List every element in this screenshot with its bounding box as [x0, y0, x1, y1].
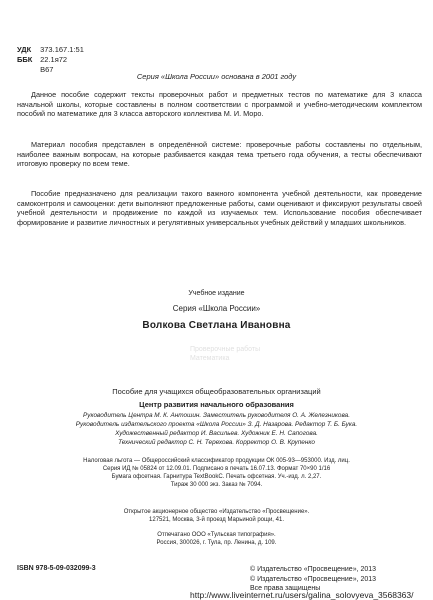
tech-line: Налоговая льгота — Общероссийский классификатор продукции ОК 005-93—953000. Изд. лиц. [83, 458, 350, 464]
author-mark-value: В67 [40, 65, 54, 74]
annotation-paragraph-2: Материал пособия представлен в определённой системе: проверочные работы составлены по отдельным, наиболее важным вопросам, на которые разбивается каждая тема третьего года обучения, а тесты обеспечивают итоговую проверку по всем теме. [17, 140, 422, 169]
printed-line: Отпечатано ООО «Тульская типография». [157, 532, 276, 538]
tech-line: Серия ИД № 05824 от 12.09.01. Подписано в печать 16.07.13. Формат 70×90 1/16 [102, 466, 331, 472]
edition-type: Учебное издание [188, 290, 245, 297]
printed-line: Россия, 300026, г. Тула, пр. Ленина, д. 109. [156, 540, 277, 546]
copyright-line: Все права защищены [250, 585, 321, 592]
printer-info [0, 531, 433, 547]
intended-audience: Пособие для учащихся общеобразовательных организаций [112, 387, 321, 396]
technical-details [0, 457, 433, 489]
bbk-row [17, 55, 84, 65]
staff-credits [0, 411, 433, 447]
publisher-address [0, 508, 433, 524]
publisher-center-title: Центр развития начального образования [139, 400, 294, 409]
bbk-value: 22.1я72 [40, 55, 68, 64]
classification-codes [17, 45, 84, 75]
tech-line: Тираж 30 000 экз. Заказ № 7094. [170, 482, 263, 488]
edition-series: Серия «Школа России» [172, 304, 261, 313]
company-line: Открытое акционерное общество «Издательство «Просвещение». [123, 509, 310, 515]
author-name: Волкова Светлана Ивановна [142, 320, 291, 331]
staff-line: Руководитель издательского проекта «Школа России» З. Д. Назарова. Редактор Т. Б. Бука. [75, 421, 358, 428]
stamp-line-2: Математика [190, 355, 230, 362]
copyright-line: © Издательство «Просвещение», 2013 [250, 575, 377, 583]
staff-line: Руководитель Центра М. К. Антошин. Заместитель руководителя О. А. Железникова. [83, 412, 350, 419]
staff-line: Художественный редактор И. Васильев. Художник Е. Н. Сапогова. [115, 430, 318, 437]
series-note: Серия «Школа России» основана в 2001 году [136, 72, 297, 81]
annotation-paragraph-1: Данное пособие содержит тексты проверочных работ и предметных тестов по математике для 3 класса начальной школы, которые составлены в полном соответствии с программой и учебно-методическим комплектом пособий по математике для 3 класса авторского коллектива М. И. Моро. [17, 90, 422, 119]
company-line: 127521, Москва, 3-й проезд Марьиной рощи, 41. [149, 517, 284, 523]
stamp-line-1: Проверочные работы [190, 346, 261, 353]
staff-line: Технический редактор С. Н. Терехова. Корректор О. В. Крупенко [118, 439, 315, 446]
annotation-paragraph-3: Пособие предназначено для реализации такого важного компонента учебной деятельности, как проведение самоконтроля и самооценки: дети выполняют предложенные работы, сами оценивают и фиксируют результаты своей учебной деятельности и продвижение по каждой из изучаемых тем. Использование пособия обеспечивает формирование и развитие личностных и регулятивных универсальных учебных действий у младших школьников. [17, 189, 422, 227]
udk-key: УДК [17, 45, 32, 54]
watermark-url[interactable]: http://www.liveinternet.ru/users/galina_solovyeva_3568363/ [190, 590, 414, 600]
copyright-line: © Издательство «Просвещение», 2013 [250, 566, 377, 573]
isbn: ISBN 978-5-09-032099-3 [17, 565, 96, 572]
udk-row [17, 45, 84, 55]
tech-line: Бумага офсетная. Гарнитура TextBookC. Печать офсетная. Уч.-изд. л. 2,27. [111, 474, 322, 480]
faded-stamp [190, 345, 350, 371]
bbk-key: ББК [17, 55, 33, 64]
udk-value: 373.167.1:51 [40, 45, 84, 54]
